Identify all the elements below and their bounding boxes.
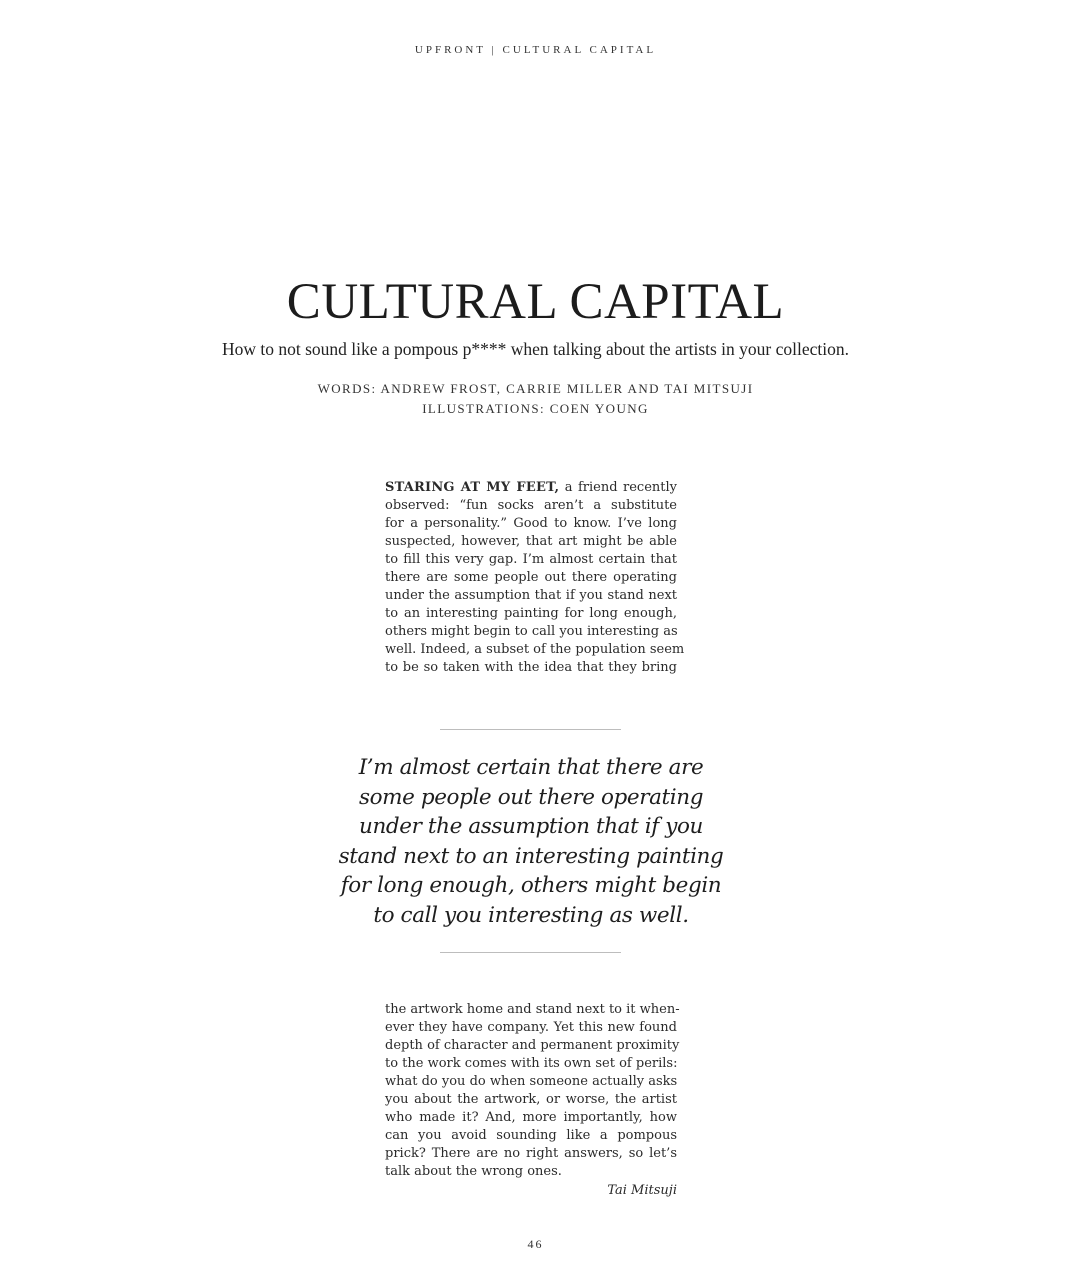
pull-quote-line: to call you interesting as well. [373,902,689,928]
body-line: depth of character and permanent proximity [385,1038,680,1053]
pull-quote [330,753,732,930]
body-line: to the work comes with its own set of perils: [385,1056,678,1071]
pull-quote-rule-bottom [440,952,621,953]
body-line: to be so taken with the idea that they bring [385,660,677,675]
body-line: ever they have company. Yet this new found [385,1020,677,1035]
body-line: under the assumption that if you stand next [385,588,677,603]
pull-quote-line: for long enough, others might begin [340,873,722,898]
pull-quote-line: I’m almost certain that there are [358,755,704,780]
body-line: what do you do when someone actually asks [385,1074,678,1089]
body-line: to an interesting painting for long enough, [385,606,677,621]
author-byline: Tai Mitsuji [607,1183,677,1198]
credit-words: WORDS: ANDREW FROST, CARRIE MILLER AND TAI MITSUJI [317,381,754,396]
body-line: you about the artwork, or worse, the artist [385,1092,677,1107]
body-line: who made it? And, more importantly, how [385,1110,677,1125]
body-text-part-1 [385,479,685,677]
body-line: there are some people out there operating [385,570,677,585]
pull-quote-line: some people out there operating [358,784,704,810]
body-line: observed: “fun socks aren’t a substitute [385,498,677,513]
credits [0,379,1071,419]
page-number: 46 [527,1237,544,1251]
body-line: to fill this very gap. I’m almost certain that [385,552,677,567]
article-subtitle: How to not sound like a pompous p**** when talking about the artists in your collection. [221,339,849,359]
body-line: for a personality.” Good to know. I’ve long [385,516,677,531]
credit-illustrations: ILLUSTRATIONS: COEN YOUNG [422,401,649,416]
body-line: the artwork home and stand next to it when- [385,1002,680,1017]
body-line: STARING AT MY FEET, a friend recently [385,480,677,495]
body-line: prick? There are no right answers, so let’s [385,1146,677,1161]
pull-quote-line: under the assumption that if you [359,814,703,839]
body-text-part-2 [385,1001,680,1181]
body-line: others might begin to call you interesting as [385,624,678,639]
body-line: well. Indeed, a subset of the population seem [385,642,685,657]
pull-quote-line: stand next to an interesting painting [338,843,724,869]
pull-quote-rule-top [440,729,621,730]
lead-in: STARING AT MY FEET, [385,480,560,495]
body-line: suspected, however, that art might be able [385,534,677,549]
article-title: CULTURAL CAPITAL [286,274,785,330]
body-line: talk about the wrong ones. [385,1164,562,1179]
body-line: can you avoid sounding like a pompous [385,1128,677,1143]
running-head: UPFRONT | CULTURAL CAPITAL [414,44,657,56]
